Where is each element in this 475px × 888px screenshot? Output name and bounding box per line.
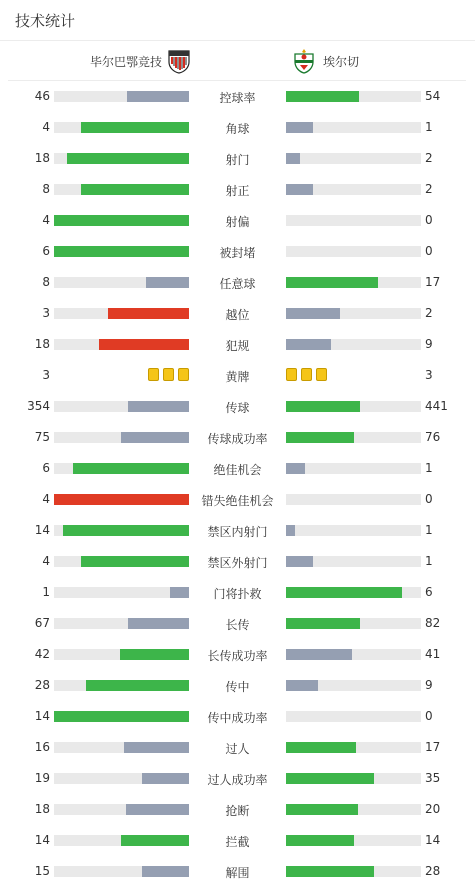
away-yellow-cards bbox=[286, 368, 331, 382]
away-stat-value: 3 bbox=[425, 368, 433, 382]
home-stat-bar-track bbox=[54, 649, 189, 660]
home-stat-bar bbox=[124, 742, 189, 753]
away-stat-bar bbox=[286, 587, 402, 598]
home-stat-value: 1 bbox=[42, 585, 50, 599]
home-stat-bar bbox=[120, 649, 189, 660]
away-stat-bar bbox=[286, 680, 318, 691]
home-stat-bar bbox=[67, 153, 189, 164]
home-stat-value: 42 bbox=[34, 647, 50, 661]
away-stat-bar-track bbox=[286, 525, 421, 536]
home-stat-bar bbox=[81, 184, 189, 195]
away-stat-value: 0 bbox=[425, 709, 433, 723]
home-stat-bar bbox=[146, 277, 189, 288]
home-stat-bar bbox=[54, 711, 189, 722]
stat-label: 禁区内射门 bbox=[207, 525, 268, 539]
stat-row bbox=[0, 267, 475, 298]
page-title: 技术统计 bbox=[15, 12, 76, 30]
home-team[interactable] bbox=[90, 48, 192, 74]
stat-row bbox=[0, 484, 475, 515]
stat-label: 传中 bbox=[225, 680, 250, 694]
away-stat-bar bbox=[286, 618, 360, 629]
stat-label: 长传 bbox=[225, 618, 250, 632]
stat-row bbox=[0, 515, 475, 546]
home-stat-bar bbox=[121, 835, 189, 846]
stat-row bbox=[0, 422, 475, 453]
home-stat-bar-track bbox=[54, 742, 189, 753]
stat-row bbox=[0, 81, 475, 112]
stat-row bbox=[0, 701, 475, 732]
home-stat-bar-track bbox=[54, 587, 189, 598]
away-stat-bar bbox=[286, 339, 331, 350]
home-stat-bar-track bbox=[54, 463, 189, 474]
away-stat-value: 2 bbox=[425, 182, 433, 196]
stat-label: 控球率 bbox=[219, 91, 256, 105]
home-stat-bar-track bbox=[54, 556, 189, 567]
away-stat-value: 1 bbox=[425, 120, 433, 134]
home-stat-value: 3 bbox=[42, 306, 50, 320]
away-stat-bar-track bbox=[286, 339, 421, 350]
stat-row bbox=[0, 608, 475, 639]
home-stat-bar-track bbox=[54, 246, 189, 257]
stat-row bbox=[0, 546, 475, 577]
home-stat-bar-track bbox=[54, 339, 189, 350]
home-stat-bar-track bbox=[54, 91, 189, 102]
home-stat-bar-track bbox=[54, 866, 189, 877]
stat-label: 传中成功率 bbox=[207, 711, 268, 725]
away-stat-bar-track bbox=[286, 773, 421, 784]
home-stat-value: 14 bbox=[34, 709, 50, 723]
home-stat-bar-track bbox=[54, 277, 189, 288]
yellow-card-icon bbox=[316, 368, 327, 381]
away-stat-value: 14 bbox=[425, 833, 441, 847]
elche-crest-icon bbox=[291, 48, 317, 74]
stat-label: 过人 bbox=[225, 742, 250, 756]
home-stat-bar bbox=[142, 866, 189, 877]
stat-label: 被封堵 bbox=[219, 246, 256, 260]
teams-header bbox=[8, 41, 466, 81]
away-stat-bar bbox=[286, 184, 313, 195]
stat-label: 射偏 bbox=[225, 215, 250, 229]
away-team-name: 埃尔切 bbox=[323, 54, 360, 69]
home-stat-bar bbox=[54, 246, 189, 257]
away-stat-bar-track bbox=[286, 866, 421, 877]
away-stat-value: 0 bbox=[425, 244, 433, 258]
home-stat-bar-track bbox=[54, 835, 189, 846]
home-stat-bar-track bbox=[54, 680, 189, 691]
away-stat-bar bbox=[286, 401, 360, 412]
away-stat-value: 17 bbox=[425, 275, 441, 289]
home-stat-bar-track bbox=[54, 432, 189, 443]
home-stat-value: 4 bbox=[42, 213, 50, 227]
yellow-card-icon bbox=[286, 368, 297, 381]
home-stat-bar bbox=[126, 804, 189, 815]
stat-row bbox=[0, 360, 475, 391]
away-stat-bar-track bbox=[286, 122, 421, 133]
away-stat-bar-track bbox=[286, 308, 421, 319]
home-stat-bar bbox=[121, 432, 189, 443]
away-stat-bar bbox=[286, 556, 313, 567]
away-stat-value: 1 bbox=[425, 461, 433, 475]
away-stat-bar bbox=[286, 463, 305, 474]
away-stat-bar-track bbox=[286, 711, 421, 722]
away-stat-bar bbox=[286, 122, 313, 133]
home-stat-bar-track bbox=[54, 618, 189, 629]
away-stat-bar-track bbox=[286, 91, 421, 102]
stat-row bbox=[0, 329, 475, 360]
away-stat-bar bbox=[286, 742, 356, 753]
away-stat-bar bbox=[286, 432, 354, 443]
home-stat-bar bbox=[73, 463, 189, 474]
away-stat-value: 2 bbox=[425, 306, 433, 320]
home-stat-bar bbox=[128, 618, 189, 629]
home-stat-value: 19 bbox=[34, 771, 50, 785]
away-stat-bar bbox=[286, 277, 378, 288]
home-stat-bar-track bbox=[54, 215, 189, 226]
away-stat-bar bbox=[286, 773, 374, 784]
away-stat-bar-track bbox=[286, 618, 421, 629]
away-stat-bar-track bbox=[286, 742, 421, 753]
stat-label: 角球 bbox=[225, 122, 250, 136]
home-stat-bar-track bbox=[54, 494, 189, 505]
home-stat-bar bbox=[81, 556, 189, 567]
away-stat-value: 41 bbox=[425, 647, 441, 661]
home-stat-bar-track bbox=[54, 804, 189, 815]
stat-label: 任意球 bbox=[219, 277, 256, 291]
home-stat-value: 18 bbox=[34, 337, 50, 351]
home-stat-bar bbox=[63, 525, 189, 536]
away-stat-bar bbox=[286, 91, 359, 102]
yellow-card-icon bbox=[178, 368, 189, 381]
stat-row bbox=[0, 453, 475, 484]
away-stat-value: 441 bbox=[425, 399, 448, 413]
stat-label: 拦截 bbox=[225, 835, 250, 849]
home-stat-bar-track bbox=[54, 308, 189, 319]
home-stat-value: 8 bbox=[42, 182, 50, 196]
home-stat-bar bbox=[128, 401, 189, 412]
away-stat-bar bbox=[286, 804, 358, 815]
away-stat-value: 82 bbox=[425, 616, 441, 630]
away-stat-value: 9 bbox=[425, 337, 433, 351]
away-stat-bar-track bbox=[286, 835, 421, 846]
away-team[interactable] bbox=[291, 48, 359, 74]
stat-row bbox=[0, 763, 475, 794]
stat-row bbox=[0, 577, 475, 608]
home-stat-value: 4 bbox=[42, 554, 50, 568]
stat-label: 门将扑救 bbox=[213, 587, 262, 601]
home-stat-bar-track bbox=[54, 711, 189, 722]
stat-row bbox=[0, 236, 475, 267]
away-stat-bar-track bbox=[286, 184, 421, 195]
away-stat-value: 76 bbox=[425, 430, 441, 444]
stat-row bbox=[0, 298, 475, 329]
home-stat-bar-track bbox=[54, 153, 189, 164]
home-team-name: 毕尔巴鄂竞技 bbox=[90, 54, 163, 69]
home-stat-value: 14 bbox=[34, 833, 50, 847]
stat-label: 传球 bbox=[225, 401, 250, 415]
away-stat-bar bbox=[286, 525, 295, 536]
home-stat-value: 8 bbox=[42, 275, 50, 289]
home-stat-value: 15 bbox=[34, 864, 50, 878]
stat-label: 禁区外射门 bbox=[207, 556, 268, 570]
stat-row bbox=[0, 825, 475, 856]
home-stat-bar-track bbox=[54, 122, 189, 133]
home-stat-value: 46 bbox=[34, 89, 50, 103]
yellow-card-icon bbox=[163, 368, 174, 381]
away-stat-value: 1 bbox=[425, 523, 433, 537]
stat-label: 抢断 bbox=[225, 804, 250, 818]
stat-row bbox=[0, 639, 475, 670]
athletic-bilbao-crest-icon bbox=[166, 48, 192, 74]
home-stat-value: 4 bbox=[42, 492, 50, 506]
away-stat-bar-track bbox=[286, 494, 421, 505]
away-stat-bar-track bbox=[286, 556, 421, 567]
home-stat-bar bbox=[81, 122, 189, 133]
home-stat-value: 18 bbox=[34, 151, 50, 165]
title-bar bbox=[0, 0, 475, 41]
stat-row bbox=[0, 670, 475, 701]
away-stat-value: 35 bbox=[425, 771, 441, 785]
stat-row bbox=[0, 794, 475, 825]
stat-row bbox=[0, 391, 475, 422]
stat-label: 错失绝佳机会 bbox=[201, 494, 274, 508]
away-stat-value: 1 bbox=[425, 554, 433, 568]
away-stat-bar-track bbox=[286, 277, 421, 288]
home-stat-bar bbox=[127, 91, 189, 102]
stat-label: 犯规 bbox=[225, 339, 250, 353]
home-stat-value: 6 bbox=[42, 461, 50, 475]
away-stat-bar bbox=[286, 308, 340, 319]
stat-label: 射正 bbox=[225, 184, 250, 198]
home-stat-bar-track bbox=[54, 184, 189, 195]
stat-row bbox=[0, 205, 475, 236]
stat-label: 越位 bbox=[225, 308, 250, 322]
home-stat-bar bbox=[108, 308, 189, 319]
home-stat-value: 18 bbox=[34, 802, 50, 816]
stat-label: 长传成功率 bbox=[207, 649, 268, 663]
away-stat-bar bbox=[286, 649, 352, 660]
away-stat-value: 9 bbox=[425, 678, 433, 692]
away-stat-value: 6 bbox=[425, 585, 433, 599]
away-stat-bar-track bbox=[286, 680, 421, 691]
stat-row bbox=[0, 732, 475, 763]
stat-label: 黄牌 bbox=[225, 370, 250, 384]
away-stat-value: 20 bbox=[425, 802, 441, 816]
away-stat-bar-track bbox=[286, 153, 421, 164]
away-stat-value: 17 bbox=[425, 740, 441, 754]
home-stat-value: 3 bbox=[42, 368, 50, 382]
away-stat-value: 0 bbox=[425, 213, 433, 227]
away-stat-bar-track bbox=[286, 804, 421, 815]
home-stat-bar bbox=[54, 494, 189, 505]
home-stat-value: 75 bbox=[34, 430, 50, 444]
yellow-card-icon bbox=[301, 368, 312, 381]
away-stat-bar bbox=[286, 835, 354, 846]
away-stat-bar-track bbox=[286, 432, 421, 443]
away-stat-value: 54 bbox=[425, 89, 441, 103]
stat-label: 解围 bbox=[225, 866, 250, 880]
home-stat-value: 16 bbox=[34, 740, 50, 754]
stat-row bbox=[0, 143, 475, 174]
home-stat-value: 28 bbox=[34, 678, 50, 692]
home-stat-bar bbox=[170, 587, 189, 598]
home-stat-bar-track bbox=[54, 773, 189, 784]
away-stat-value: 0 bbox=[425, 492, 433, 506]
home-stat-bar bbox=[142, 773, 189, 784]
stat-row bbox=[0, 856, 475, 887]
away-stat-bar bbox=[286, 153, 300, 164]
home-stat-value: 14 bbox=[34, 523, 50, 537]
stat-label: 射门 bbox=[225, 153, 250, 167]
home-stat-bar-track bbox=[54, 401, 189, 412]
home-stat-value: 6 bbox=[42, 244, 50, 258]
home-stat-bar bbox=[99, 339, 189, 350]
away-stat-bar-track bbox=[286, 587, 421, 598]
away-stat-bar-track bbox=[286, 649, 421, 660]
stat-label: 过人成功率 bbox=[207, 773, 268, 787]
away-stat-bar bbox=[286, 866, 374, 877]
stat-row bbox=[0, 112, 475, 143]
stat-label: 绝佳机会 bbox=[213, 463, 262, 477]
away-stat-bar-track bbox=[286, 215, 421, 226]
home-yellow-cards bbox=[144, 368, 189, 382]
home-stat-value: 4 bbox=[42, 120, 50, 134]
home-stat-value: 354 bbox=[27, 399, 50, 413]
home-stat-bar bbox=[54, 215, 189, 226]
home-stat-value: 67 bbox=[34, 616, 50, 630]
away-stat-bar-track bbox=[286, 246, 421, 257]
away-stat-value: 2 bbox=[425, 151, 433, 165]
home-stat-bar-track bbox=[54, 525, 189, 536]
away-stat-value: 28 bbox=[425, 864, 441, 878]
stat-label: 传球成功率 bbox=[207, 432, 268, 446]
home-stat-bar bbox=[86, 680, 189, 691]
away-stat-bar-track bbox=[286, 463, 421, 474]
yellow-card-icon bbox=[148, 368, 159, 381]
away-stat-bar-track bbox=[286, 401, 421, 412]
stat-row bbox=[0, 174, 475, 205]
